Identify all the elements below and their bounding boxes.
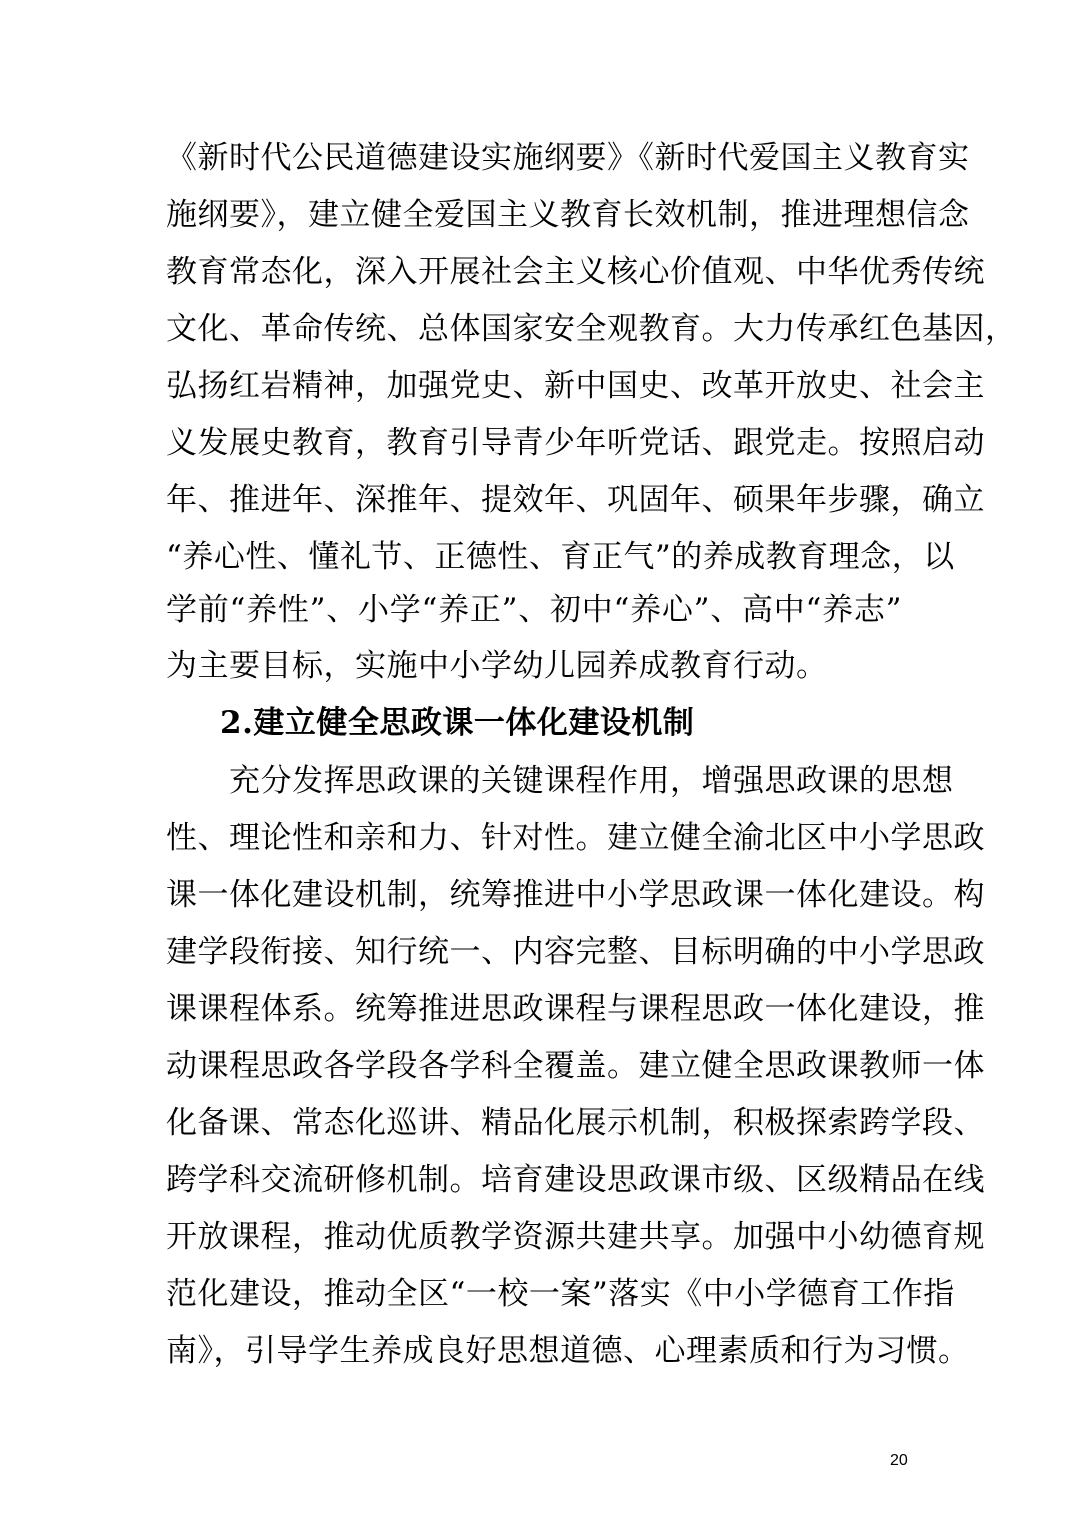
paragraph-line: 课课程体系。统筹推进思政课程与课程思政一体化建设，推 bbox=[166, 991, 985, 1027]
paragraph-line: 施纲要》，建立健全爱国主义教育长效机制，推进理想信念 bbox=[166, 197, 970, 233]
paragraph-line: 文化、革命传统、总体国家安全观教育。大力传承红色基因， bbox=[166, 311, 1017, 347]
paragraph-line: 建学段衔接、知行统一、内容完整、目标明确的中小学思政 bbox=[166, 934, 985, 970]
paragraph-line: 动课程思政各学段各学科全覆盖。建立健全思政课教师一体 bbox=[166, 1048, 985, 1084]
paragraph-line: 开放课程，推动优质教学资源共建共享。加强中小幼德育规 bbox=[166, 1219, 985, 1255]
paragraph-line: 教育常态化，深入开展社会主义核心价值观、中华优秀传统 bbox=[166, 254, 985, 290]
paragraph-line: 学前“养性”、小学“养正”、初中“养心”、高中“养志” bbox=[166, 592, 902, 628]
paragraph-line: 为主要目标，实施中小学幼儿园养成教育行动。 bbox=[166, 648, 828, 684]
paragraph-line: “养心性、懂礼节、正德性、育正气”的养成教育理念，以 bbox=[166, 539, 955, 575]
paragraph-line: 义发展史教育，教育引导青少年听党话、跟党走。按照启动 bbox=[166, 425, 985, 461]
paragraph-line: 跨学科交流研修机制。培育建设思政课市级、区级精品在线 bbox=[166, 1162, 985, 1198]
paragraph-line: 性、理论性和亲和力、针对性。建立健全渝北区中小学思政 bbox=[166, 820, 985, 856]
paragraph-line: 弘扬红岩精神，加强党史、新中国史、改革开放史、社会主 bbox=[166, 368, 985, 404]
paragraph-line: 课一体化建设机制，统筹推进中小学思政课一体化建设。构 bbox=[166, 877, 985, 913]
paragraph-line: 充分发挥思政课的关键课程作用，增强思政课的思想 bbox=[166, 763, 954, 799]
paragraph-line: 年、推进年、深推年、提效年、巩固年、硕果年步骤，确立 bbox=[166, 482, 985, 518]
paragraph-line: 化备课、常态化巡讲、精品化展示机制，积极探索跨学段、 bbox=[166, 1105, 985, 1141]
paragraph-line: 南》，引导学生养成良好思想道德、心理素质和行为习惯。 bbox=[166, 1333, 970, 1369]
page-number: 20 bbox=[890, 1452, 908, 1469]
paragraph-line: 《新时代公民道德建设实施纲要》《新时代爱国主义教育实 bbox=[166, 140, 970, 176]
section-heading: 2.建立健全思政课一体化建设机制 bbox=[220, 705, 695, 741]
paragraph-line: 范化建设，推动全区“一校一案”落实《中小学德育工作指 bbox=[166, 1276, 955, 1312]
